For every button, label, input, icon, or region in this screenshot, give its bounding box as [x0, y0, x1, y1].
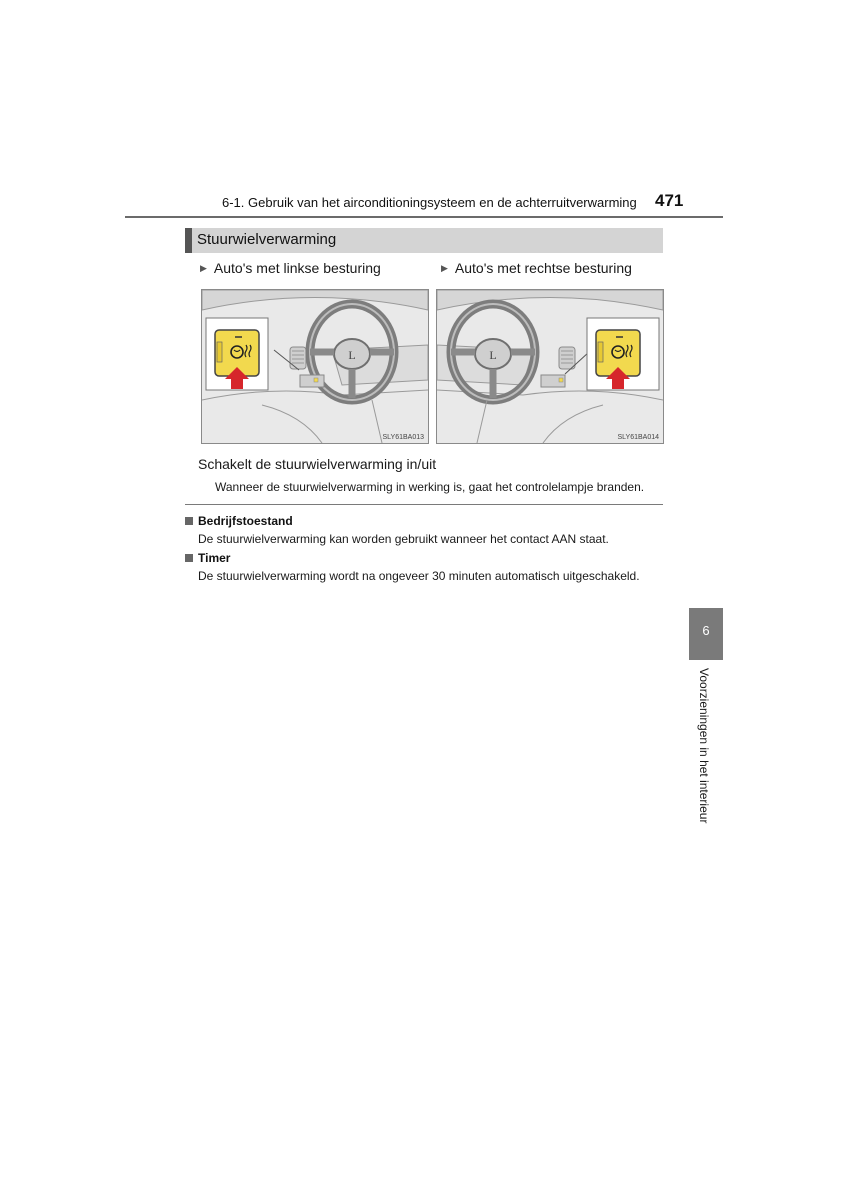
square-bullet-icon: [185, 517, 193, 525]
variant-right-hand-drive: [441, 260, 632, 276]
figure-right-hand-drive: [436, 289, 664, 444]
section-accent: [185, 228, 192, 253]
dashboard-illustration: [437, 290, 663, 443]
dashboard-illustration: [202, 290, 428, 443]
note-heading-text: Bedrijfstoestand: [198, 514, 293, 528]
svg-text:L: L: [348, 348, 356, 362]
chapter-title: 6-1. Gebruik van het airconditioningsysteem en de achterruitverwarming: [222, 195, 637, 210]
section-divider: [185, 504, 663, 505]
chapter-side-label: Voorzieningen in het interieur: [697, 668, 711, 824]
variant-left-hand-drive: [200, 260, 381, 276]
section-title-bar: [185, 228, 663, 253]
figure-left-hand-drive: [201, 289, 429, 444]
figure-code: SLY61BA013: [382, 434, 424, 441]
note-body-operating-condition: De stuurwielverwarming kan worden gebruikt wanneer het contact AAN staat.: [198, 532, 609, 546]
chapter-tab: [689, 608, 723, 660]
note-heading-operating-condition: [185, 514, 293, 528]
svg-text:L: L: [489, 348, 497, 362]
note-heading-text: Timer: [198, 551, 231, 565]
chapter-number: 6: [702, 623, 710, 638]
triangle-bullet-icon: ▶: [200, 263, 207, 273]
figure-code: SLY61BA014: [617, 434, 659, 441]
page-number: 471: [655, 191, 684, 210]
callout-description: Wanneer de stuurwielverwarming in werking is, gaat het controlelampje branden.: [215, 480, 645, 494]
square-bullet-icon: [185, 554, 193, 562]
header-divider: [125, 216, 723, 218]
section-title: Stuurwielverwarming: [197, 231, 337, 248]
triangle-bullet-icon: ▶: [441, 263, 448, 273]
variant-label: Auto's met linkse besturing: [213, 260, 381, 276]
variant-label: Auto's met rechtse besturing: [454, 260, 632, 276]
note-heading-timer: [185, 551, 230, 565]
callout-title: Schakelt de stuurwielverwarming in/uit: [198, 456, 437, 472]
note-body-timer: De stuurwielverwarming wordt na ongeveer 30 minuten automatisch uitgeschakeld.: [198, 569, 640, 583]
